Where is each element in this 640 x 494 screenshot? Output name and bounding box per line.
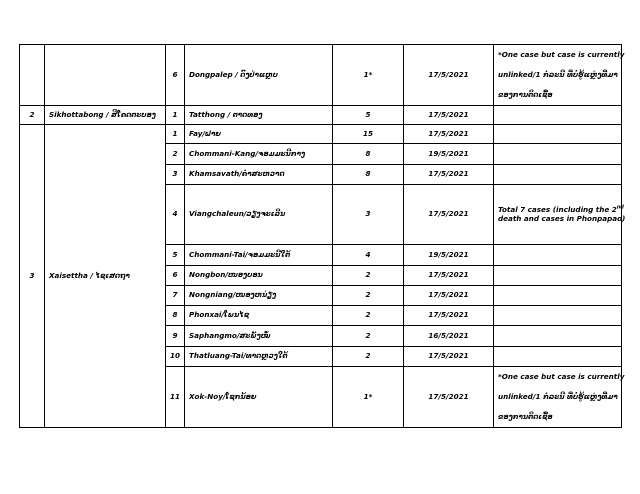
village-name: Thatluang-Tai/ທາດຫຼວງໃຕ້ (185, 347, 333, 367)
note-cell (494, 185, 626, 245)
row-index: 6 (166, 45, 185, 106)
row-index: 6 (166, 266, 185, 286)
row-index: 1 (166, 125, 185, 144)
case-count: 1* (333, 45, 404, 106)
report-date: 19/5/2021 (404, 245, 494, 266)
row-index: 3 (166, 165, 185, 185)
note-line: *One case but case is currently (498, 50, 625, 59)
table-row (20, 45, 622, 106)
note-line: death and cases in Phonpapao) (498, 213, 626, 223)
note-cell (494, 367, 625, 428)
village-name: Khamsavath/ຄຳສະຫວາດ (185, 165, 333, 185)
row-index: 10 (166, 347, 185, 367)
note-cell (494, 125, 622, 144)
report-date: 19/5/2021 (404, 144, 494, 165)
row-index: 5 (166, 245, 185, 266)
province-name-cell: Sikhottabong / ສີໂຄດຕະບອງ (45, 106, 166, 125)
village-name: Saphangmo/ສະພັງໝໍ້ (185, 326, 333, 347)
note-line: unlinked/1 ກໍລະນີ ທີ່ບໍ່ຮູ້ແຫຼ່ງທີ່ມາ (498, 70, 618, 79)
row-index: 2 (166, 144, 185, 165)
table-row (20, 125, 622, 144)
report-date: 17/5/2021 (404, 125, 494, 144)
village-name: Chommani-Tai/ຈອມມະນີໃຕ້ (185, 245, 333, 266)
case-count: 3 (333, 185, 404, 245)
report-date: 17/5/2021 (404, 367, 494, 428)
row-index: 11 (166, 367, 185, 428)
note-cell (494, 144, 622, 165)
note-cell (494, 106, 622, 125)
note-cell (494, 306, 622, 326)
report-date: 17/5/2021 (404, 286, 494, 306)
village-name: Xok-Noy/ໂຊກນ້ອຍ (185, 367, 333, 428)
note-cell (494, 286, 622, 306)
province-name-cell: Xaisettha / ໄຊເສດຖາ (45, 125, 166, 428)
note-line: *One case but case is currently (498, 372, 625, 381)
report-date: 17/5/2021 (404, 45, 494, 106)
report-date: 17/5/2021 (404, 106, 494, 125)
case-count: 8 (333, 165, 404, 185)
note-cell (494, 266, 622, 286)
case-count: 4 (333, 245, 404, 266)
case-count: 2 (333, 266, 404, 286)
note-line: Total 7 cases (including the 2nd (498, 204, 624, 214)
case-count: 2 (333, 286, 404, 306)
province-number-cell (20, 45, 45, 106)
note-line: ຂອງການຕິດເຊື້ອ (498, 90, 553, 99)
report-date: 17/5/2021 (404, 185, 494, 245)
row-index: 9 (166, 326, 185, 347)
case-count: 2 (333, 347, 404, 367)
village-name: Dongpalep / ດົງປ່າແຫຼບ (185, 45, 333, 106)
case-count: 2 (333, 326, 404, 347)
cases-table (19, 44, 626, 428)
note-line: ຂອງການຕິດເຊື້ອ (498, 412, 553, 421)
report-date: 17/5/2021 (404, 165, 494, 185)
village-name: Tatthong / ຕາດທອງ (185, 106, 333, 125)
report-date: 16/5/2021 (404, 326, 494, 347)
note-cell (494, 326, 622, 347)
village-name: Chommani-Kang/ຈອມມະນີກາງ (185, 144, 333, 165)
row-index: 7 (166, 286, 185, 306)
note-cell (494, 347, 622, 367)
report-date: 17/5/2021 (404, 306, 494, 326)
province-name-cell (45, 45, 166, 106)
province-number-cell: 3 (20, 125, 45, 428)
province-number-cell: 2 (20, 106, 45, 125)
village-name: Nongniang/ໜອງຫນ່ຽງ (185, 286, 333, 306)
row-index: 1 (166, 106, 185, 125)
note-line: unlinked/1 ກໍລະນີ ທີ່ບໍ່ຮູ້ແຫຼ່ງທີ່ມາ (498, 392, 618, 401)
village-name: Nongbon/ໜອງບອນ (185, 266, 333, 286)
case-count: 8 (333, 144, 404, 165)
row-index: 8 (166, 306, 185, 326)
table-row (20, 106, 622, 125)
note-cell (494, 245, 622, 266)
village-name: Viangchaleun/ວຽງຈະເລີນ (185, 185, 333, 245)
case-count: 15 (333, 125, 404, 144)
note-cell (494, 165, 622, 185)
row-index: 4 (166, 185, 185, 245)
report-date: 17/5/2021 (404, 347, 494, 367)
case-count: 1* (333, 367, 404, 428)
note-cell (494, 45, 625, 106)
case-count: 2 (333, 306, 404, 326)
case-count: 5 (333, 106, 404, 125)
village-name: Phonxai/ໂພນໄຊ (185, 306, 333, 326)
village-name: Fay/ຝາຍ (185, 125, 333, 144)
report-date: 17/5/2021 (404, 266, 494, 286)
